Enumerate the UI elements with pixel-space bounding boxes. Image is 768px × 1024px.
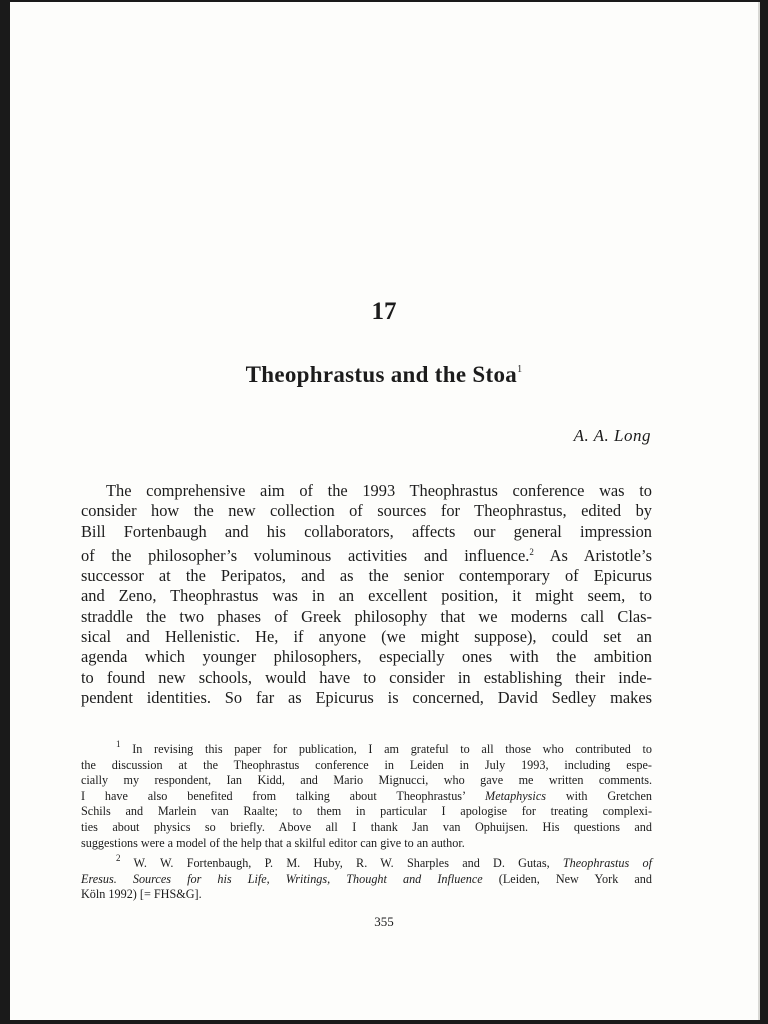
chapter-number: 17 — [371, 298, 397, 325]
chapter-title-text: Theophrastus and the Stoa — [245, 362, 518, 387]
body-line: to found new schools, would have to consider in establishing their inde- — [81, 667, 652, 687]
author-name: A. A. Long — [573, 426, 651, 445]
footnote-text: with Gretchen — [545, 788, 652, 803]
footnote-1-line: cially my respondent, Ian Kidd, and Mario Mignucci, who gave me written comments. — [81, 773, 652, 788]
footnote-2-line: Köln 1992) [= FHS&G]. — [81, 887, 202, 902]
footnote-text: In revising this paper for publication, I am grateful to all those who contributed to — [132, 742, 653, 756]
footnote-1-line: the discussion at the Theophrastus conference in Leiden in July 1993, including espe- — [81, 757, 652, 772]
footnotes — [81, 737, 652, 903]
footnote-text: (Leiden, New York and — [482, 871, 652, 886]
footnote-ref-2: 2 — [529, 546, 534, 557]
body-line: successor at the Peripatos, and as the senior contemporary of Epicurus — [81, 566, 652, 586]
body-line: and Zeno, Theophrastus was in an excellent position, it might seem, to — [81, 586, 652, 606]
footnote-2-line — [81, 872, 652, 888]
footnote-text: W. W. Fortenbaugh, P. M. Huby, R. W. Sharples and D. Gutas, — [120, 856, 563, 871]
page-number: 355 — [374, 914, 394, 929]
footnote-ref-1: 1 — [517, 364, 523, 375]
body-line: consider how the new collection of sources for Theophrastus, edited by — [81, 501, 652, 521]
chapter-title — [10, 362, 758, 388]
book-title-italic: Theophrastus of — [562, 856, 652, 871]
footnote-2-line — [81, 851, 652, 872]
book-page — [10, 2, 760, 1020]
body-line-segment: As Aristotle’s — [549, 545, 652, 565]
footnote-text: I have also benefited from talking about Theophrastus’ — [81, 788, 486, 803]
body-line-segment: of the philosopher’s voluminous activities and influence. — [81, 545, 530, 565]
body-line: straddle the two phases of Greek philosophy that we moderns call Clas- — [81, 606, 652, 626]
footnote-1-line — [81, 789, 652, 805]
footnote-1-line: ties about physics so briefly. Above all I thank Jan van Ophuijsen. His questions and — [81, 819, 652, 834]
body-line: The comprehensive aim of the 1993 Theophrastus conference was to — [106, 481, 652, 500]
body-line: agenda which younger philosophers, especially ones with the ambition — [81, 647, 652, 667]
book-title-italic: Metaphysics — [485, 788, 546, 803]
footnote-1-line: Schils and Marlein van Raalte; to them in particular I apologise for treating complexi- — [81, 804, 652, 819]
body-line — [81, 542, 652, 566]
book-title-italic: Eresus. Sources for his Life, Writings, Thought and Influence — [81, 871, 483, 886]
footnote-1-line: suggestions were a model of the help that a skilful editor can give to an author. — [81, 835, 465, 850]
body-paragraph — [81, 481, 652, 708]
footnote-2-marker: 2 — [116, 853, 121, 864]
footnote-1-marker: 1 — [116, 739, 121, 749]
body-line: pendent identities. So far as Epicurus is concerned, David Sedley makes — [81, 687, 652, 707]
body-line: Bill Fortenbaugh and his collaborators, affects our general impression — [81, 521, 652, 541]
footnote-1-line — [81, 737, 652, 758]
body-line: sical and Hellenistic. He, if anyone (we might suppose), could set an — [81, 627, 652, 647]
